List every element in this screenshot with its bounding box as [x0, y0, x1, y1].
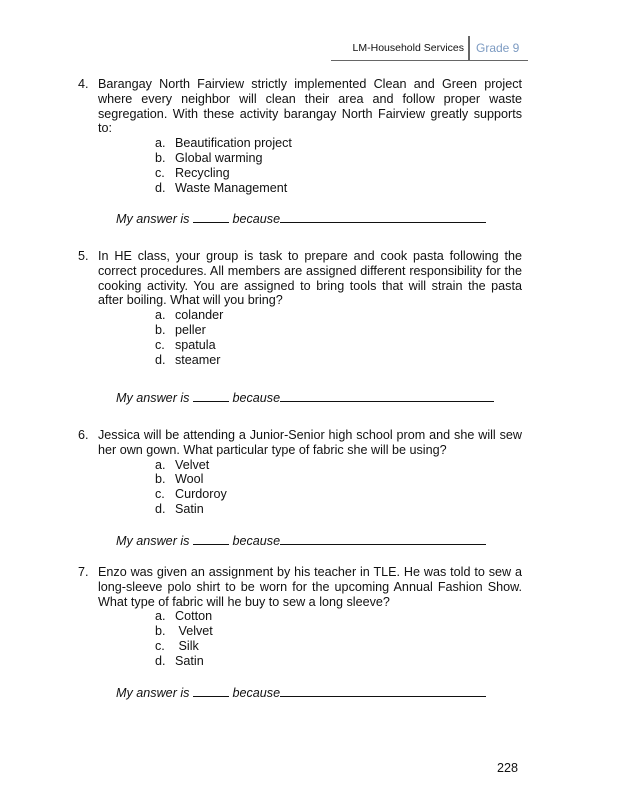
option-letter: b. — [155, 624, 166, 639]
option-text: Velvet — [175, 457, 210, 472]
header-title: LM-Household Services — [352, 42, 464, 54]
question-text: Enzo was given an assignment by his teacher in TLE. He was told to sew a long-sleeve polo shirt to be worn for the upcoming Annual Fashion Show. What type of fabric will he buy to sew a long sleeve? — [98, 565, 522, 609]
question-text: Jessica will be attending a Junior-Senior high school prom and she will sew her own gown. What particular type of fabric she will be using? — [98, 428, 522, 457]
option-b — [155, 472, 522, 487]
reason-blank[interactable] — [280, 532, 486, 545]
answer-prefix: My answer is — [116, 534, 190, 548]
option-letter: b. — [155, 150, 166, 165]
option-text: Satin — [175, 501, 204, 516]
reason-blank[interactable] — [280, 210, 486, 223]
answer-line-5 — [116, 389, 494, 405]
question-6 — [78, 428, 522, 517]
answer-line-7 — [116, 684, 486, 700]
option-letter: a. — [155, 457, 166, 472]
option-text: steamer — [175, 352, 221, 367]
answer-blank[interactable] — [193, 210, 229, 223]
page-number: 228 — [497, 761, 519, 775]
option-a — [155, 308, 522, 323]
option-c — [155, 338, 522, 353]
option-text: colander — [175, 308, 224, 323]
option-a — [155, 458, 522, 473]
option-b — [155, 151, 522, 166]
answer-blank[interactable] — [193, 532, 229, 545]
option-letter: a. — [155, 609, 166, 624]
question-5 — [78, 249, 522, 367]
option-letter: d. — [155, 180, 166, 195]
option-letter: d. — [155, 653, 166, 668]
option-d — [155, 654, 522, 669]
answer-blank[interactable] — [193, 684, 229, 697]
option-c — [155, 487, 522, 502]
option-letter: b. — [155, 322, 166, 337]
question-text: In HE class, your group is task to prepare and cook pasta following the correct procedures. All members are assigned different responsibility for the cooking activity. You are assigned to bring tools that will strain the pasta after boiling. What will you bring? — [98, 249, 522, 308]
question-7 — [78, 565, 522, 669]
option-text: Cotton — [175, 609, 213, 624]
answer-line-6 — [116, 532, 486, 548]
option-letter: c. — [155, 487, 165, 502]
option-b — [155, 624, 522, 639]
header-rule — [331, 60, 528, 61]
answer-prefix: My answer is — [116, 686, 190, 700]
answer-because: because — [232, 212, 281, 226]
option-d — [155, 502, 522, 517]
question-number: 7. — [78, 565, 89, 579]
option-c — [155, 166, 522, 181]
option-list — [78, 609, 522, 668]
option-text: spatula — [175, 337, 216, 352]
page-header — [0, 0, 638, 70]
option-text: Recycling — [175, 165, 230, 180]
answer-prefix: My answer is — [116, 391, 190, 405]
option-text: Silk — [175, 638, 199, 653]
option-text: Velvet — [175, 624, 213, 639]
option-letter: c. — [155, 337, 165, 352]
option-d — [155, 353, 522, 368]
option-a — [155, 136, 522, 151]
option-text: peller — [175, 322, 206, 337]
option-list — [78, 308, 522, 367]
answer-because: because — [232, 391, 281, 405]
answer-prefix: My answer is — [116, 212, 190, 226]
question-number: 4. — [78, 77, 89, 91]
question-text: Barangay North Fairview strictly implemented Clean and Green project where every neighbor will clean their area and follow proper waste segregation. With these activity barangay North Fairview greatly supports to: — [98, 77, 522, 136]
option-letter: c. — [155, 638, 165, 653]
reason-blank[interactable] — [280, 684, 486, 697]
option-d — [155, 181, 522, 196]
option-c — [155, 639, 522, 654]
answer-because: because — [232, 534, 281, 548]
option-b — [155, 323, 522, 338]
option-a — [155, 609, 522, 624]
option-letter: b. — [155, 472, 166, 487]
answer-because: because — [232, 686, 281, 700]
option-letter: c. — [155, 165, 165, 180]
option-letter: a. — [155, 308, 166, 323]
option-text: Beautification project — [175, 136, 292, 151]
header-divider — [468, 36, 470, 60]
option-letter: a. — [155, 136, 166, 151]
reason-blank[interactable] — [280, 389, 494, 402]
option-text: Waste Management — [175, 180, 288, 195]
option-list — [78, 458, 522, 517]
option-text: Global warming — [175, 150, 263, 165]
answer-blank[interactable] — [193, 389, 229, 402]
answer-line-4 — [116, 210, 486, 226]
question-number: 5. — [78, 249, 89, 263]
option-text: Wool — [175, 472, 204, 487]
option-letter: d. — [155, 352, 166, 367]
question-4 — [78, 77, 522, 195]
option-text: Curdoroy — [175, 487, 227, 502]
question-number: 6. — [78, 428, 89, 442]
option-text: Satin — [175, 653, 204, 668]
header-grade: Grade 9 — [476, 41, 520, 55]
option-letter: d. — [155, 501, 166, 516]
option-list — [78, 136, 522, 195]
